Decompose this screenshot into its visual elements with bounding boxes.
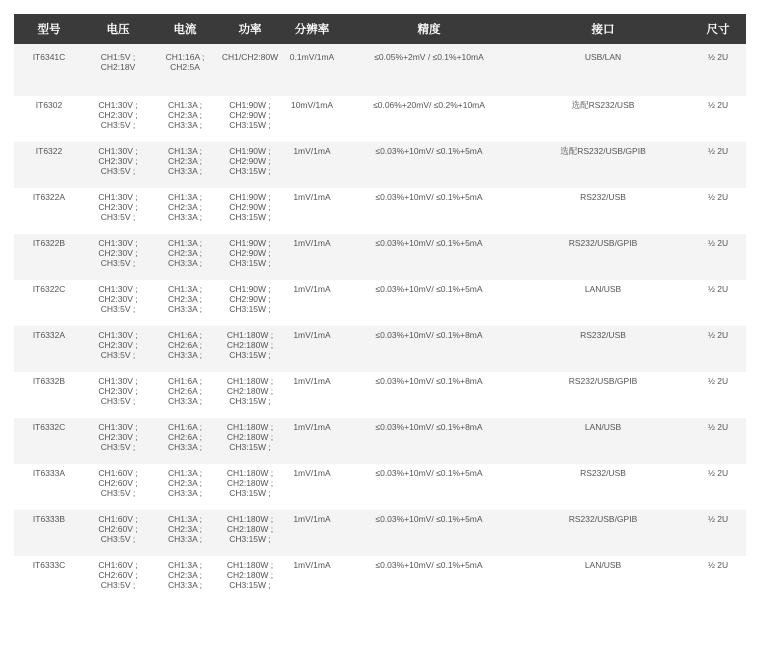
cell-size: ½ 2U [690,556,746,592]
cell-model: IT6332A [14,326,84,372]
cell-size: ½ 2U [690,44,746,96]
cell-power-line: CH2:90W ; [229,156,271,166]
cell-current-line: CH1:6A ; [167,376,203,386]
cell-size: ½ 2U [690,372,746,418]
cell-current-line: CH2:6A ; [167,340,203,350]
cell-power-line: CH2:90W ; [229,248,271,258]
cell-power [218,464,282,510]
cell-voltage-line: CH3:5V ; [100,350,136,360]
cell-power-line: CH3:15W ; [229,212,271,222]
cell-power [218,234,282,280]
cell-current-line: CH2:3A ; [167,478,203,488]
cell-power-line: CH1:90W ; [229,284,271,294]
cell-voltage [84,96,152,142]
cell-model: IT6332C [14,418,84,464]
cell-voltage [84,188,152,234]
cell-power [218,96,282,142]
cell-accuracy: ≤0.03%+10mV/ ≤0.1%+8mA [342,418,516,464]
cell-voltage [84,326,152,372]
cell-resolution: 1mV/1mA [282,188,342,234]
cell-voltage [84,44,152,96]
cell-resolution: 1mV/1mA [282,234,342,280]
cell-interface: RS232/USB [516,188,690,234]
cell-voltage [84,556,152,592]
cell-current-line: CH2:3A ; [167,202,203,212]
table-row [14,280,746,326]
cell-current [152,234,218,280]
cell-model: IT6333A [14,464,84,510]
table-row [14,556,746,592]
cell-current [152,464,218,510]
header-voltage: 电压 [84,14,152,44]
cell-power-line: CH3:15W ; [229,534,271,544]
cell-power [218,326,282,372]
cell-current [152,510,218,556]
cell-model: IT6322C [14,280,84,326]
cell-current-line: CH1:3A ; [167,146,203,156]
cell-voltage-line: CH3:5V ; [100,166,136,176]
cell-voltage-line: CH1:30V ; [98,422,138,432]
cell-interface: RS232/USB/GPIB [516,234,690,280]
cell-voltage-line: CH2:60V ; [98,570,138,580]
cell-voltage-line: CH3:5V ; [100,396,136,406]
cell-power-line: CH3:15W ; [229,442,271,452]
cell-current-line: CH2:3A ; [167,248,203,258]
header-row [14,14,746,44]
cell-resolution: 10mV/1mA [282,96,342,142]
cell-interface: LAN/USB [516,418,690,464]
cell-current-line: CH3:3A ; [167,442,203,452]
header-current: 电流 [152,14,218,44]
header-size: 尺寸 [690,14,746,44]
cell-power [218,372,282,418]
cell-voltage-line: CH3:5V ; [100,120,136,130]
cell-resolution: 1mV/1mA [282,464,342,510]
cell-size: ½ 2U [690,142,746,188]
cell-interface: LAN/USB [516,556,690,592]
cell-resolution: 1mV/1mA [282,326,342,372]
cell-current-line: CH3:3A ; [167,212,203,222]
cell-model: IT6341C [14,44,84,96]
cell-interface: LAN/USB [516,280,690,326]
cell-interface: USB/LAN [516,44,690,96]
cell-voltage-line: CH1:60V ; [98,560,138,570]
cell-voltage-line: CH1:60V ; [98,468,138,478]
cell-size: ½ 2U [690,464,746,510]
cell-voltage-line: CH2:30V ; [98,202,138,212]
cell-power-line: CH1:180W ; [226,376,274,386]
cell-voltage-line: CH1:30V ; [98,238,138,248]
cell-power-line: CH2:90W ; [229,294,271,304]
cell-model: IT6302 [14,96,84,142]
cell-voltage-line: CH2:30V ; [98,432,138,442]
table-row [14,372,746,418]
cell-voltage [84,234,152,280]
cell-power [218,556,282,592]
cell-voltage [84,142,152,188]
cell-voltage-line: CH1:30V ; [98,376,138,386]
cell-interface: RS232/USB/GPIB [516,372,690,418]
cell-voltage-line: CH1:30V ; [98,192,138,202]
cell-voltage-line: CH2:30V ; [98,156,138,166]
cell-accuracy: ≤0.03%+10mV/ ≤0.1%+5mA [342,556,516,592]
cell-voltage-line: CH3:5V ; [100,534,136,544]
cell-power [218,188,282,234]
cell-model: IT6322B [14,234,84,280]
table-row [14,510,746,556]
cell-power-line: CH3:15W ; [229,258,271,268]
cell-voltage-line: CH3:5V ; [100,580,136,590]
cell-current-line: CH3:3A ; [167,304,203,314]
cell-current-line: CH1:6A ; [167,422,203,432]
table-body [14,44,746,592]
cell-current-line: CH1:3A ; [167,192,203,202]
cell-accuracy: ≤0.03%+10mV/ ≤0.1%+5mA [342,188,516,234]
cell-power-line: CH2:180W ; [226,340,274,350]
table-row [14,96,746,142]
cell-interface: 选配RS232/USB [516,96,690,142]
cell-model: IT6333C [14,556,84,592]
cell-current-line: CH1:3A ; [167,284,203,294]
cell-resolution: 1mV/1mA [282,142,342,188]
cell-current [152,280,218,326]
cell-resolution: 1mV/1mA [282,418,342,464]
cell-size: ½ 2U [690,326,746,372]
cell-power-line: CH2:180W ; [226,432,274,442]
cell-model: IT6333B [14,510,84,556]
cell-power-line: CH3:15W ; [229,166,271,176]
cell-current-line: CH3:3A ; [167,488,203,498]
cell-current-line: CH2:6A ; [167,386,203,396]
cell-voltage-line: CH2:60V ; [98,524,138,534]
header-accuracy: 精度 [342,14,516,44]
cell-size: ½ 2U [690,510,746,556]
cell-voltage-line: CH3:5V ; [100,212,136,222]
cell-current-line: CH2:5A [170,62,200,72]
cell-accuracy: ≤0.06%+20mV/ ≤0.2%+10mA [342,96,516,142]
table-row [14,464,746,510]
cell-voltage-line: CH2:30V ; [98,248,138,258]
cell-power-line: CH1:90W ; [229,192,271,202]
cell-interface: RS232/USB [516,326,690,372]
cell-current [152,96,218,142]
cell-voltage-line: CH1:30V ; [98,330,138,340]
cell-resolution: 1mV/1mA [282,510,342,556]
cell-accuracy: ≤0.03%+10mV/ ≤0.1%+5mA [342,280,516,326]
cell-power-line: CH1:180W ; [226,514,274,524]
cell-power-line: CH3:15W ; [229,350,271,360]
cell-current-line: CH1:3A ; [167,238,203,248]
cell-power-line: CH1:180W ; [226,330,274,340]
cell-size: ½ 2U [690,418,746,464]
cell-interface: RS232/USB/GPIB [516,510,690,556]
cell-current-line: CH3:3A ; [167,534,203,544]
cell-voltage [84,418,152,464]
cell-voltage-line: CH2:60V ; [98,478,138,488]
cell-power-line: CH2:180W ; [226,478,274,488]
cell-resolution: 1mV/1mA [282,280,342,326]
cell-power-line: CH3:15W ; [229,488,271,498]
cell-current [152,188,218,234]
cell-power-line: CH1:90W ; [229,146,271,156]
header-interface: 接口 [516,14,690,44]
cell-voltage-line: CH2:30V ; [98,110,138,120]
cell-current-line: CH2:3A ; [167,110,203,120]
cell-voltage-line: CH2:30V ; [98,294,138,304]
table-header [14,14,746,44]
cell-voltage-line: CH2:18V [100,62,136,72]
power-supply-spec-table [14,14,746,592]
cell-power-line: CH3:15W ; [229,396,271,406]
cell-current-line: CH2:3A ; [167,294,203,304]
cell-resolution: 1mV/1mA [282,556,342,592]
cell-power-line: CH2:90W ; [229,110,271,120]
cell-power [218,418,282,464]
cell-power [218,44,282,96]
cell-resolution: 1mV/1mA [282,372,342,418]
cell-power-line: CH1:90W ; [229,100,271,110]
cell-power-line: CH3:15W ; [229,120,271,130]
cell-accuracy: ≤0.05%+2mV / ≤0.1%+10mA [342,44,516,96]
cell-current-line: CH2:3A ; [167,524,203,534]
cell-current-line: CH3:3A ; [167,396,203,406]
cell-current-line: CH2:3A ; [167,156,203,166]
cell-power-line: CH1:180W ; [226,560,274,570]
cell-accuracy: ≤0.03%+10mV/ ≤0.1%+5mA [342,510,516,556]
cell-voltage-line: CH3:5V ; [100,442,136,452]
cell-current-line: CH2:6A ; [167,432,203,442]
cell-power-line: CH3:15W ; [229,580,271,590]
cell-interface: RS232/USB [516,464,690,510]
cell-model: IT6322 [14,142,84,188]
cell-power-line: CH2:180W ; [226,386,274,396]
cell-current-line: CH1:3A ; [167,100,203,110]
cell-current [152,556,218,592]
cell-current-line: CH3:3A ; [167,580,203,590]
cell-power [218,280,282,326]
cell-current-line: CH3:3A ; [167,120,203,130]
cell-current-line: CH1:3A ; [167,514,203,524]
cell-current-line: CH1:3A ; [167,560,203,570]
cell-current [152,142,218,188]
cell-size: ½ 2U [690,280,746,326]
table-row [14,326,746,372]
cell-accuracy: ≤0.03%+10mV/ ≤0.1%+8mA [342,372,516,418]
cell-voltage-line: CH3:5V ; [100,304,136,314]
cell-current-line: CH1:3A ; [167,468,203,478]
cell-voltage-line: CH1:30V ; [98,284,138,294]
cell-power-line: CH1:180W ; [226,422,274,432]
cell-power-line: CH1:180W ; [226,468,274,478]
cell-current [152,326,218,372]
table-row [14,418,746,464]
cell-power-line: CH2:180W ; [226,570,274,580]
cell-voltage [84,510,152,556]
table-row [14,44,746,96]
cell-voltage-line: CH2:30V ; [98,386,138,396]
cell-current-line: CH2:3A ; [167,570,203,580]
cell-voltage [84,372,152,418]
cell-voltage-line: CH3:5V ; [100,488,136,498]
cell-accuracy: ≤0.03%+10mV/ ≤0.1%+5mA [342,234,516,280]
cell-model: IT6322A [14,188,84,234]
cell-power-line: CH2:180W ; [226,524,274,534]
cell-power [218,142,282,188]
cell-current [152,418,218,464]
table-row [14,142,746,188]
cell-resolution: 0.1mV/1mA [282,44,342,96]
cell-voltage-line: CH1:5V ; [100,52,136,62]
header-model: 型号 [14,14,84,44]
spec-table-container [14,14,746,592]
cell-model: IT6332B [14,372,84,418]
cell-current-line: CH3:3A ; [167,350,203,360]
cell-voltage-line: CH1:30V ; [98,100,138,110]
cell-voltage-line: CH3:5V ; [100,258,136,268]
cell-voltage-line: CH1:60V ; [98,514,138,524]
header-resolution: 分辨率 [282,14,342,44]
cell-interface: 选配RS232/USB/GPIB [516,142,690,188]
cell-voltage-line: CH2:30V ; [98,340,138,350]
cell-accuracy: ≤0.03%+10mV/ ≤0.1%+5mA [342,142,516,188]
cell-size: ½ 2U [690,96,746,142]
cell-size: ½ 2U [690,234,746,280]
cell-voltage [84,464,152,510]
cell-size: ½ 2U [690,188,746,234]
table-row [14,234,746,280]
cell-current-line: CH1:16A ; [165,52,205,62]
cell-power-line: CH3:15W ; [229,304,271,314]
cell-current [152,44,218,96]
cell-power [218,510,282,556]
cell-accuracy: ≤0.03%+10mV/ ≤0.1%+8mA [342,326,516,372]
cell-voltage-line: CH1:30V ; [98,146,138,156]
header-power: 功率 [218,14,282,44]
cell-power-line: CH2:90W ; [229,202,271,212]
cell-current [152,372,218,418]
cell-power-line: CH1:90W ; [229,238,271,248]
cell-current-line: CH3:3A ; [167,166,203,176]
cell-accuracy: ≤0.03%+10mV/ ≤0.1%+5mA [342,464,516,510]
cell-current-line: CH1:6A ; [167,330,203,340]
table-row [14,188,746,234]
cell-power-line: CH1/CH2:80W [221,52,279,62]
cell-voltage [84,280,152,326]
cell-current-line: CH3:3A ; [167,258,203,268]
